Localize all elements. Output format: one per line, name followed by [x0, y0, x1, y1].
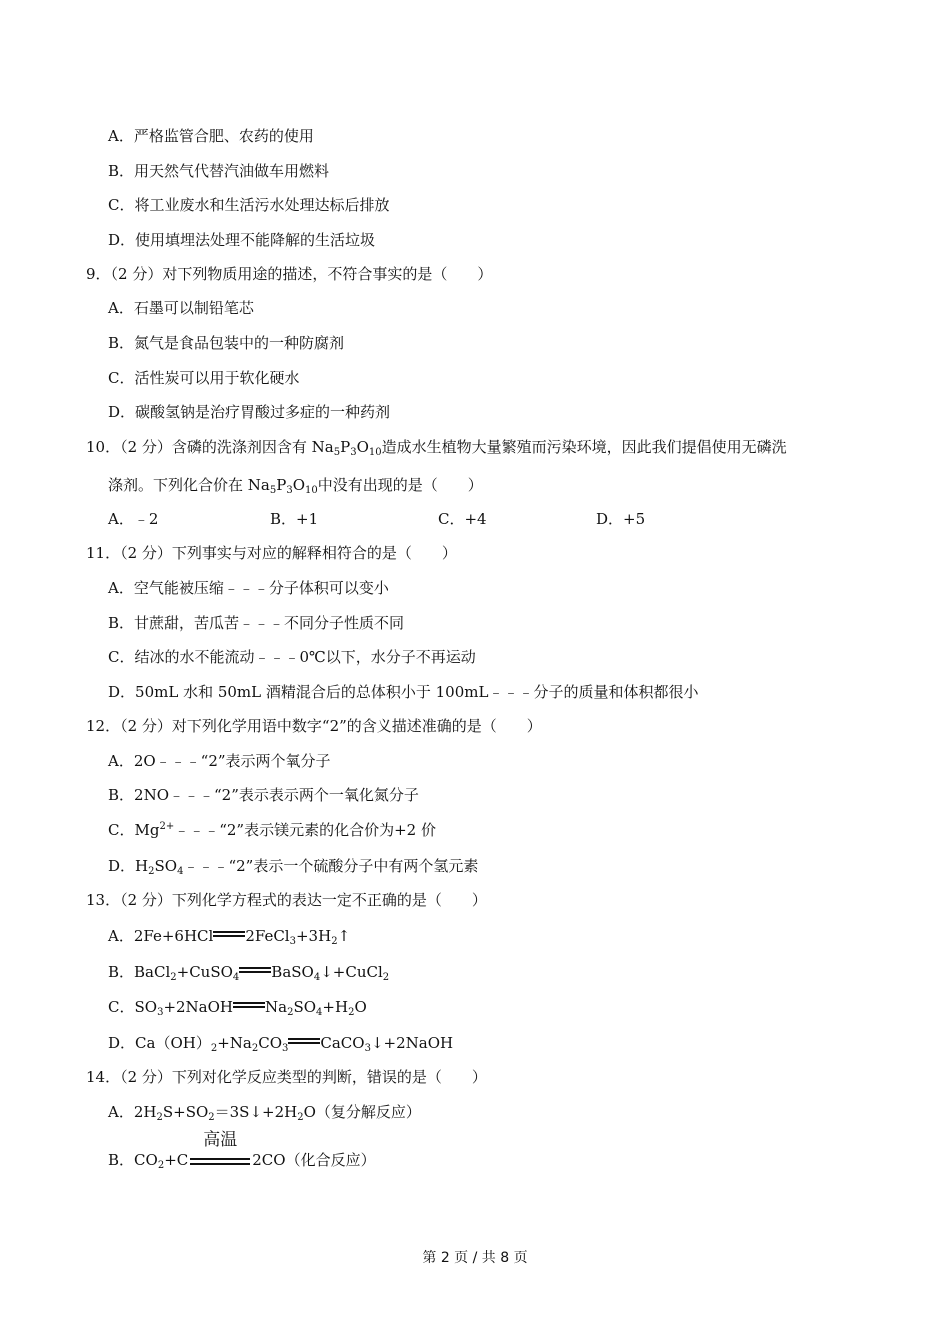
q11-option-b: B．甘蔗甜，苦瓜苦﹣﹣﹣不同分子性质不同 — [108, 614, 405, 632]
q9-option-b: B．氮气是食品包装中的一种防腐剂 — [108, 334, 345, 352]
condition-label: 高温 — [203, 1130, 238, 1150]
q10-option-b: B．+1 — [270, 510, 319, 528]
q12-option-b: B．2NO﹣﹣﹣“2”表示表示两个一氧化氮分子 — [108, 786, 419, 804]
q9-stem: 9．（2 分）对下列物质用途的描述，不符合事实的是（ ） — [86, 265, 493, 283]
q10-option-a: A．﹣2 — [108, 510, 159, 528]
reaction-condition — [188, 1130, 252, 1170]
q13-option-a: A．2Fe+6HCl $2FeCl_3+3H_2↑$ — [108, 927, 351, 947]
q8-option-d: D．使用填埋法处理不能降解的生活垃圾 — [108, 231, 376, 249]
q13-option-b: B．BaCl$_2$+CuSO$_4$ BaSO$_4$↓+CuCl$_2$ — [108, 963, 390, 983]
q9-option-a: A．石墨可以制铅笔芯 — [108, 299, 254, 317]
q11-option-c: C．结冰的水不能流动﹣﹣﹣0℃以下，水分子不再运动 — [108, 648, 476, 666]
q10-stem: 10．（2 分）含磷的洗涤剂因含有 $Na_5P_3O_{10}$造成水生植物大量繁殖而污染环境，因此我们提倡使用无磷洗 — [86, 438, 787, 458]
q12-option-d: D．$H_2SO_4﹣﹣﹣“2$”表示一个硫酸分子中有两个氢元素 — [108, 857, 479, 877]
q10-option-d: D．+5 — [596, 510, 646, 528]
q10-stem-continued: 涤剂。下列化合价在 $Na_5P_3O_{10}$中没有出现的是（ ） — [108, 476, 483, 496]
q13-option-c: C．$SO_3+2NaOH$ $Na_2SO_4+H_2O$ — [108, 998, 367, 1018]
q8-option-b: B．用天然气代替汽油做车用燃料 — [108, 162, 330, 180]
q9-option-c: C．活性炭可以用于软化硬水 — [108, 369, 300, 387]
q11-option-a: A．空气能被压缩﹣﹣﹣分子体积可以变小 — [108, 579, 389, 597]
q14-option-a: A．$2H_2S+SO_2=3S↓+2H_2O$（复分解反应） — [108, 1103, 421, 1123]
q12-stem: 12．（2 分）对下列化学用语中数字“2”的含义描述准确的是（ ） — [86, 717, 542, 735]
equals-sign-icon — [288, 1036, 320, 1046]
equals-sign-icon — [233, 1000, 265, 1010]
q11-option-d: D．50mL 水和 50mL 酒精混合后的总体积小于 100mL﹣﹣﹣分子的质量和体积都很小 — [108, 683, 699, 701]
q8-option-c: C．将工业废水和生活污水处理达标后排放 — [108, 196, 390, 214]
equals-sign-icon — [213, 929, 245, 939]
page-footer: 第 2 页 / 共 8 页 — [422, 1250, 528, 1266]
q12-option-a: A．2O﹣﹣﹣“2”表示两个氧分子 — [108, 752, 331, 770]
q13-stem: 13．（2 分）下列化学方程式的表达一定不正确的是（ ） — [86, 891, 487, 909]
q14-stem: 14．（2 分）下列对化学反应类型的判断，错误的是（ ） — [86, 1068, 487, 1086]
q13-option-d: D．$Ca(OH)_2+Na_2CO_3$ CaCO$_3$↓+2NaOH — [108, 1034, 454, 1054]
q12-option-c: C．$Mg^{2+}﹣﹣﹣“2$”表示镁元素的化合价为+2 价 — [108, 821, 436, 839]
q9-option-d: D．碳酸氢钠是治疗胃酸过多症的一种药剂 — [108, 403, 391, 421]
q11-stem: 11．（2 分）下列事实与对应的解释相符合的是（ ） — [86, 544, 457, 562]
q8-option-a: A．严格监管合肥、农药的使用 — [108, 127, 314, 145]
equals-sign-icon — [239, 965, 271, 975]
q14-option-b: B．$CO_2+C$ 高温 2CO（化合反应） — [108, 1130, 376, 1171]
q10-option-c: C．+4 — [438, 510, 487, 528]
